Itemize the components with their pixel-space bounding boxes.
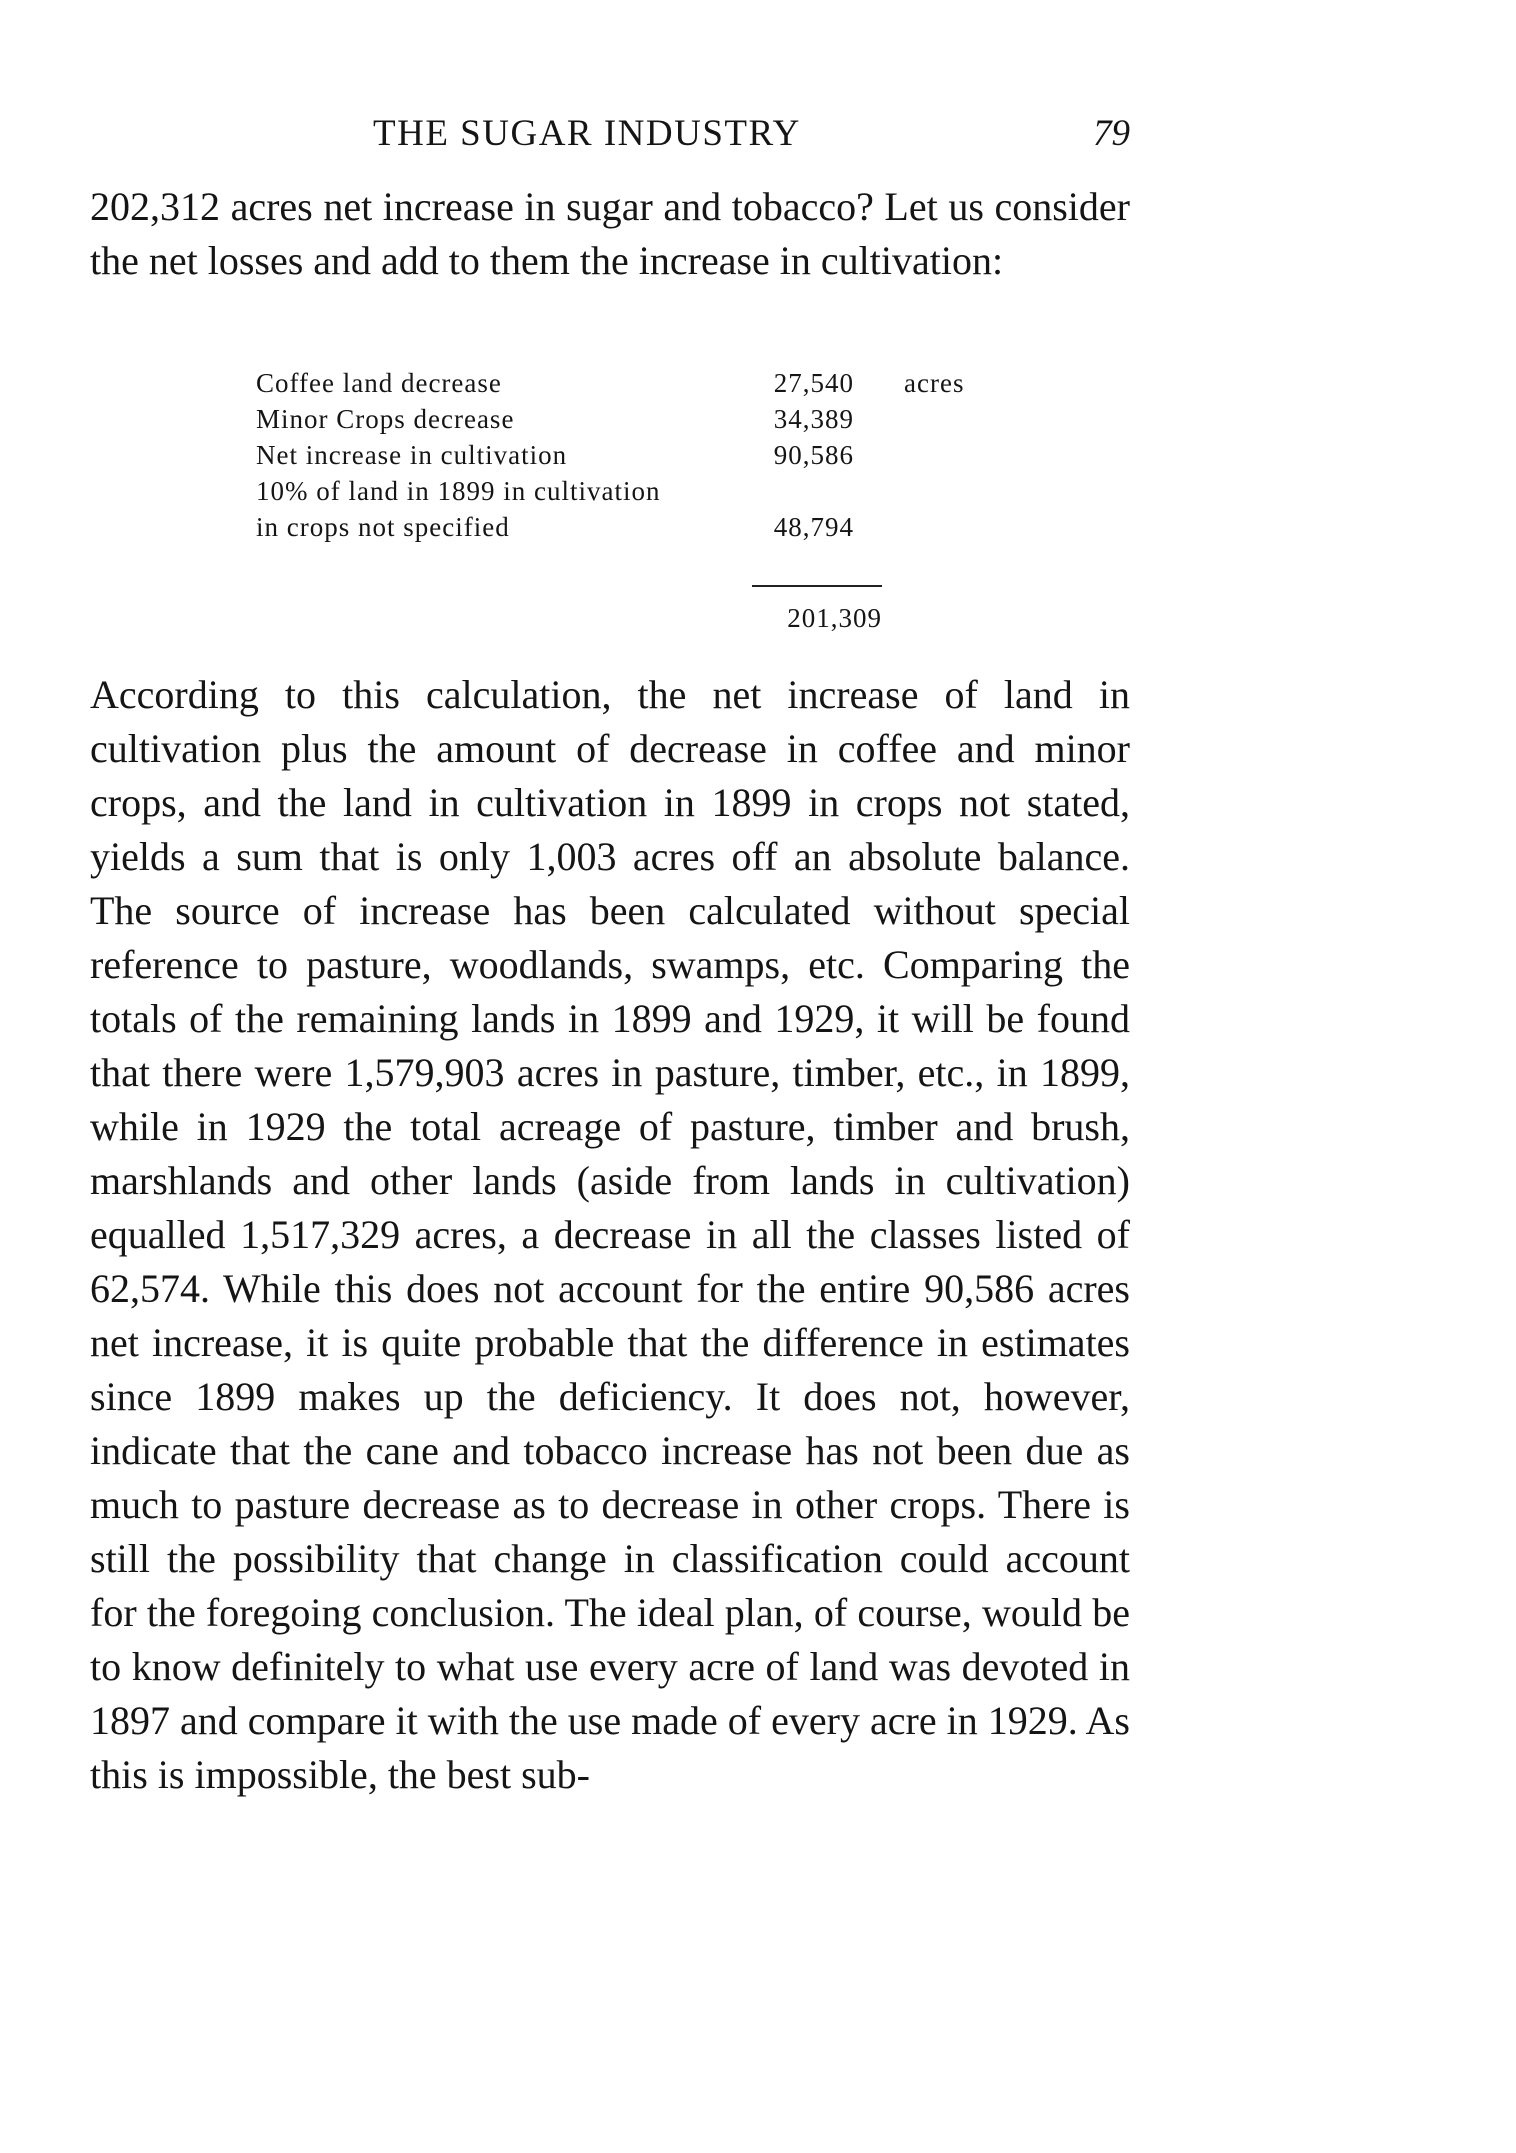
row-value: 27,540 [773, 368, 854, 398]
calculation-row [256, 404, 1016, 440]
running-title: THE SUGAR INDUSTRY [373, 113, 801, 154]
row-label: Minor Crops decrease [256, 404, 515, 434]
row-unit: acres [904, 368, 965, 398]
calculation-row [256, 476, 1016, 512]
page-number: 79 [1093, 113, 1130, 154]
row-value: 34,389 [773, 404, 854, 434]
row-label: Coffee land decrease [256, 368, 502, 398]
intro-paragraph: 202,312 acres net increase in sugar and tobacco? Let us consider the net losses and add to them the increase in cultivation: [90, 184, 1130, 283]
calculation-row [256, 368, 1016, 404]
sum-rule [752, 585, 882, 587]
row-label: Net increase in cultivation [256, 440, 568, 470]
row-label: in crops not specified [256, 512, 510, 542]
calculation-row [256, 512, 1016, 548]
row-value: 90,586 [773, 440, 854, 470]
row-value: 48,794 [773, 512, 854, 542]
calculation-table [256, 368, 1016, 548]
calculation-row [256, 440, 1016, 476]
row-label: 10% of land in 1899 in cultivation [256, 476, 661, 506]
calculation-total: 201,309 [787, 603, 882, 633]
body-paragraph: According to this calculation, the net increase of land in cultivation plus the amount of decrease in coffee and minor crops, and the land in cultivation in 1899 in crops not stated, yields a sum that is only 1,003 acres off an absolute balance. The source of increase has been calculated without special reference to pasture, woodlands, swamps, etc. Comparing the totals of the remaining lands in 1899 and 1929, it will be found that there were 1,579,903 acres in pasture, timber, etc., in 1899, while in 1929 the total acreage of pasture, timber and brush, marshlands and other lands (aside from lands in cultivation) equalled 1,517,329 acres, a decrease in all the classes listed of 62,574. While this does not account for the entire 90,586 acres net increase, it is quite probable that the difference in estimates since 1899 makes up the deficiency. It does not, however, indicate that the cane and tobacco increase has not been due as much to pasture decrease as to decrease in other crops. There is still the possibility that change in classification could account for the foregoing conclusion. The ideal plan, of course, would be to know definitely to what use every acre of land was devoted in 1897 and compare it with the use made of every acre in 1929. As this is impossible, the best sub- [90, 672, 1130, 1797]
running-head [90, 112, 1130, 162]
